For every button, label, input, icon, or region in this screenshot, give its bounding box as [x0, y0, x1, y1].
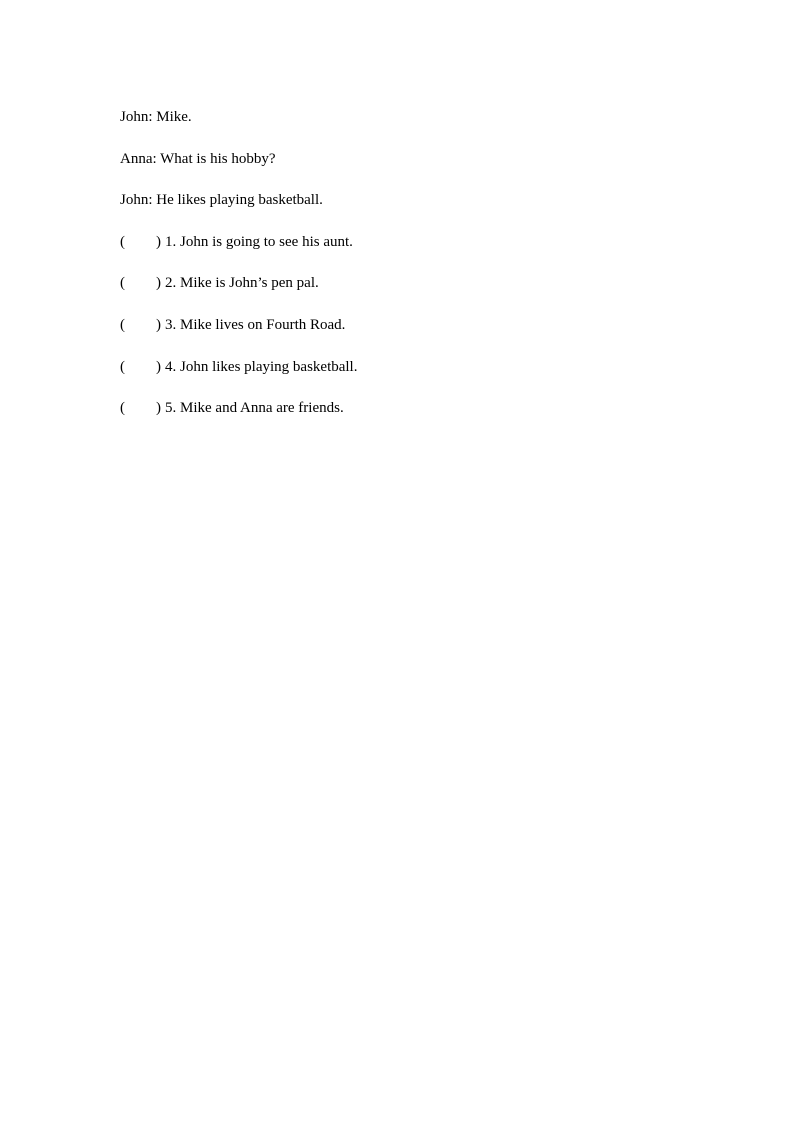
question-text: 3. Mike lives on Fourth Road. — [165, 316, 346, 333]
answer-blank-close: ) — [156, 400, 161, 417]
question-2 — [120, 272, 680, 294]
question-1 — [120, 231, 680, 253]
dialogue-line: John: Mike. — [120, 109, 192, 125]
answer-blank-open: ( — [120, 233, 125, 250]
worksheet-content — [120, 106, 680, 439]
answer-blank-open: ( — [120, 316, 125, 333]
question-text: 5. Mike and Anna are friends. — [165, 400, 344, 417]
question-5 — [120, 397, 680, 419]
question-3 — [120, 314, 680, 336]
answer-blank-close: ) — [156, 275, 161, 292]
dialogue-line: John: He likes playing basketball. — [120, 192, 323, 209]
question-text: 2. Mike is John’s pen pal. — [165, 275, 319, 292]
answer-blank-open: ( — [120, 400, 125, 417]
answer-blank-open: ( — [120, 358, 125, 375]
answer-blank-open: ( — [120, 275, 125, 292]
question-text: 1. John is going to see his aunt. — [165, 233, 353, 250]
answer-blank-close: ) — [156, 233, 161, 250]
answer-blank-close: ) — [156, 316, 161, 333]
question-text: 4. John likes playing basketball. — [165, 358, 358, 375]
answer-blank-close: ) — [156, 358, 161, 375]
question-4 — [120, 356, 680, 378]
dialogue-line: Anna: What is his hobby? — [120, 150, 276, 167]
